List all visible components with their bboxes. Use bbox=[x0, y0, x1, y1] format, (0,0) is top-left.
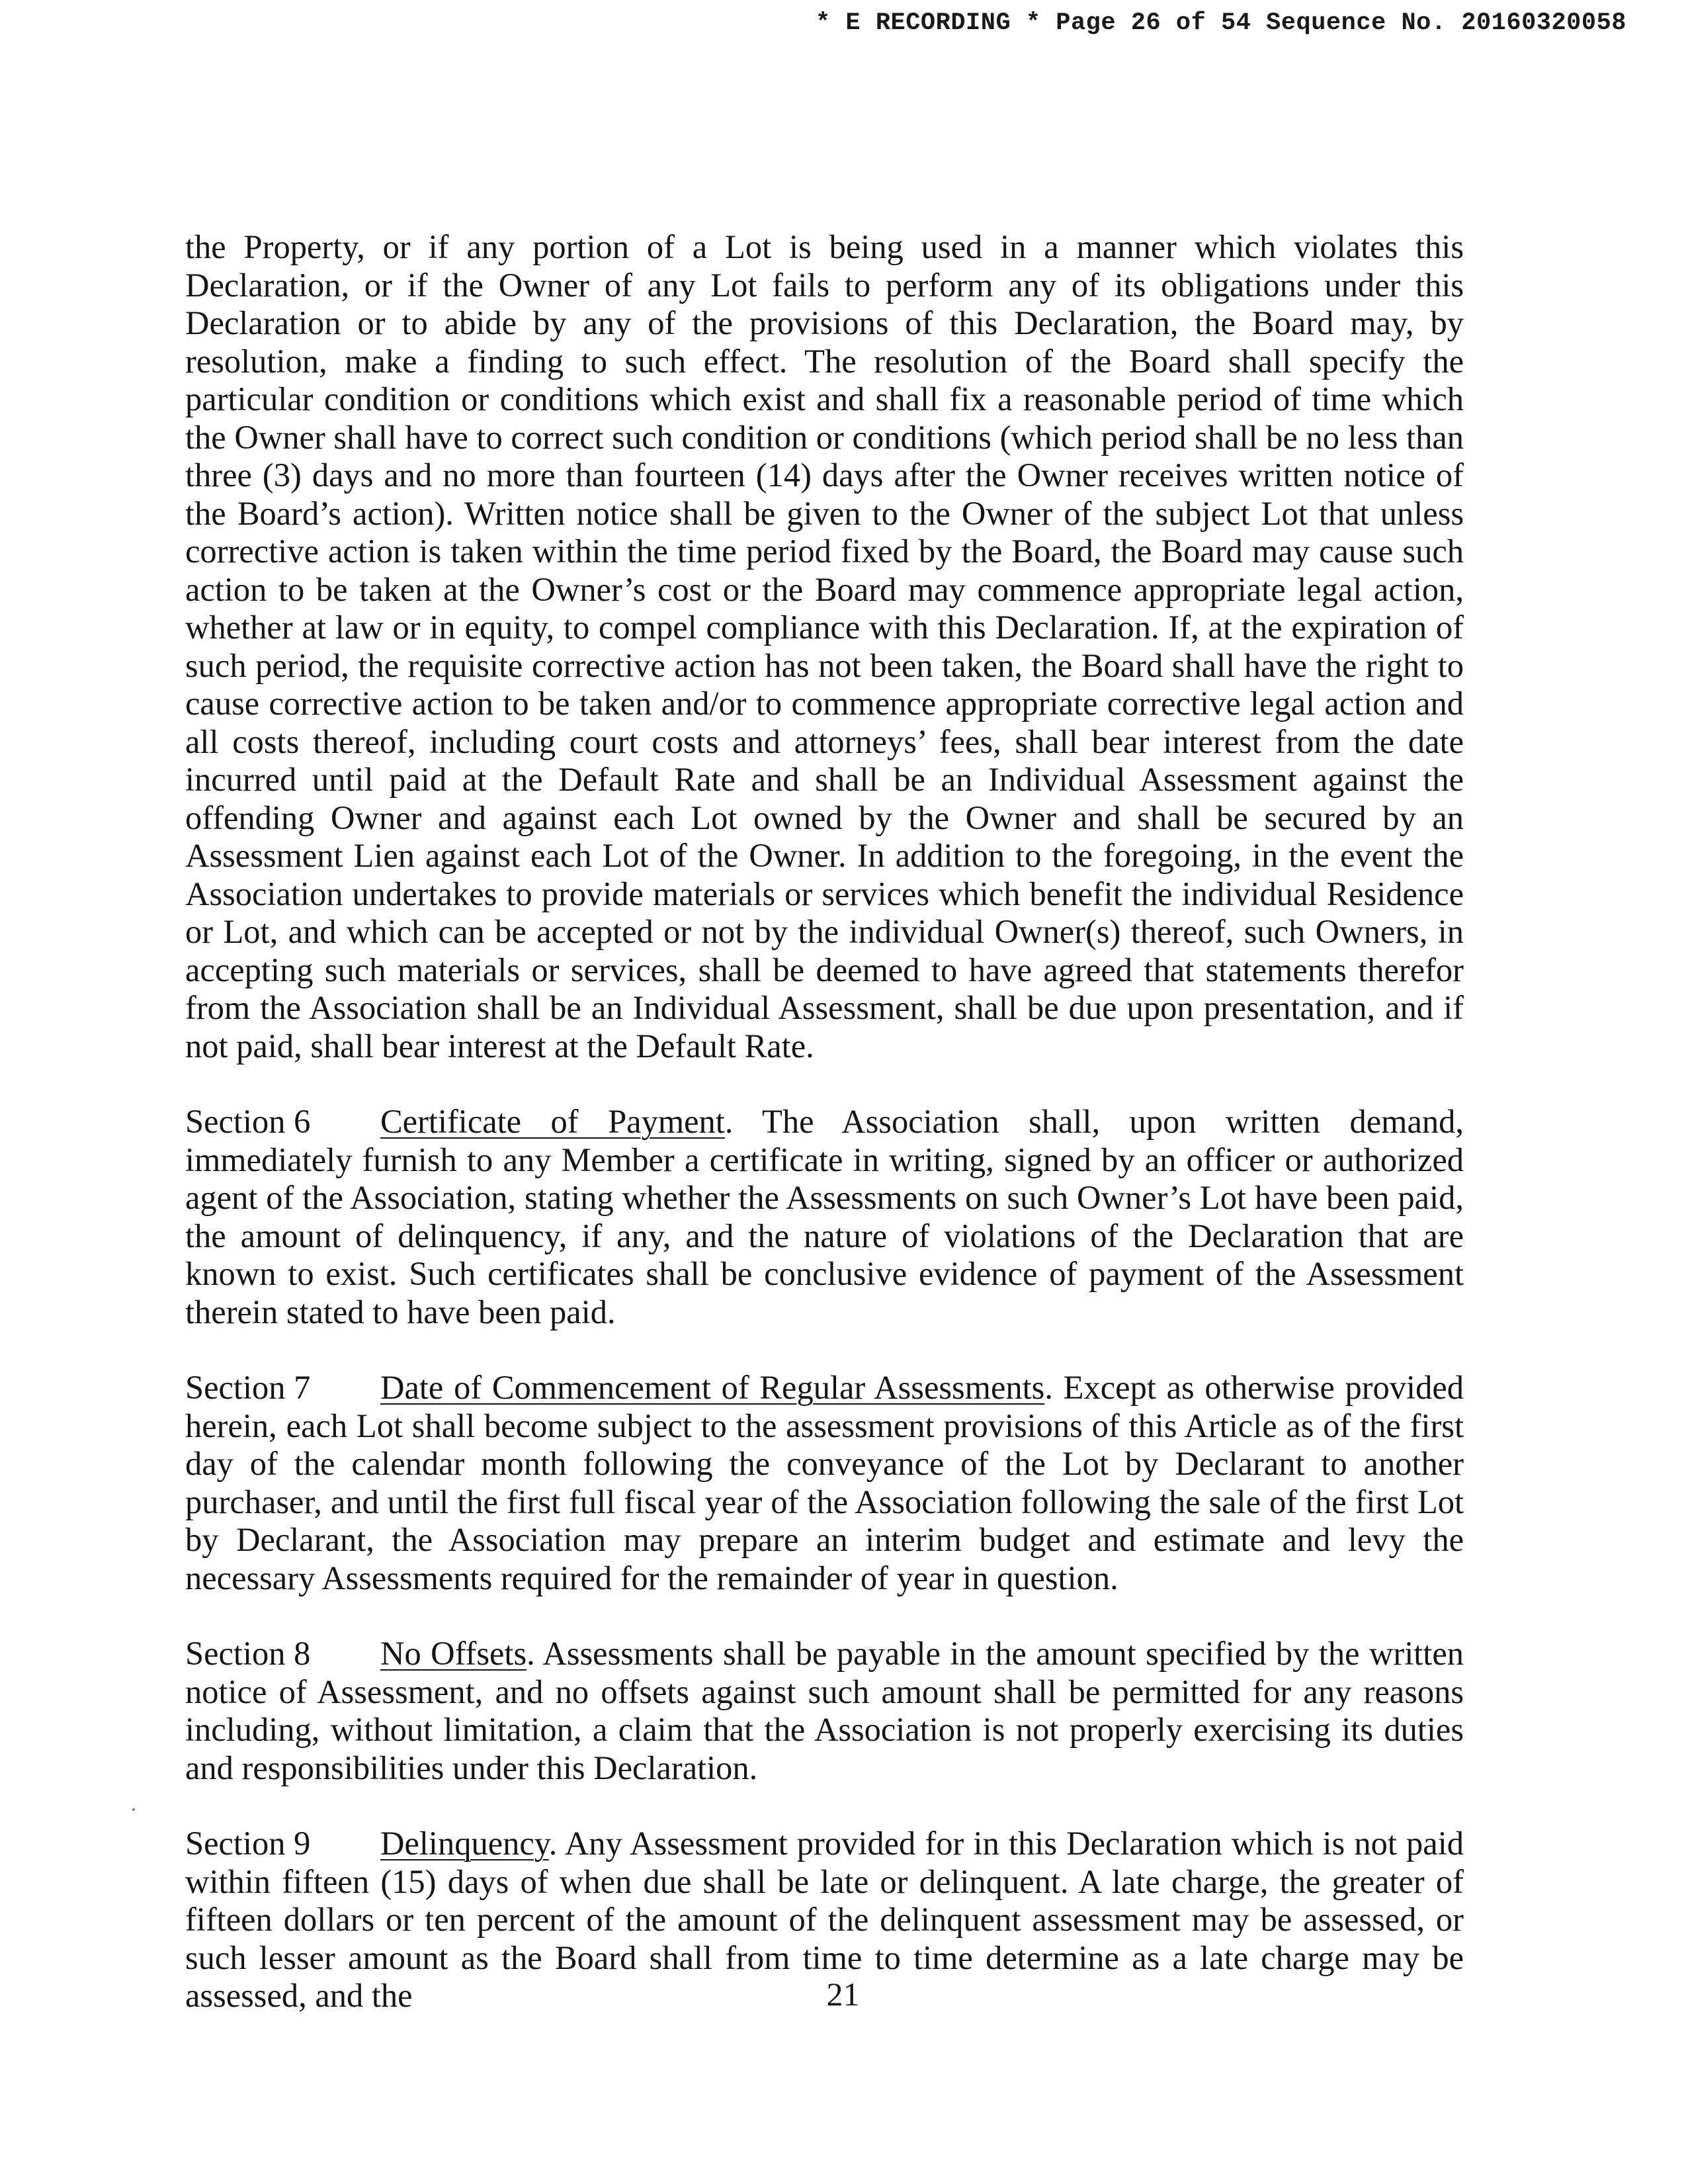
section-text: . Any Assessment provided for in this Declaration which is not paid within fifteen (15) days of when due shall be late or delinquent. A late charge, the greater of fifteen dollars or ten percent of the amount of the delinquent assessment may be assessed, or such lesser amount as the Board shall from time to time determine as a late charge may be assessed, and the bbox=[185, 1825, 1464, 2014]
continuation-paragraph: the Property, or if any portion of a Lot is being used in a manner which violates this Declaration, or if the Owner of any Lot fails to perform any of its obligations under this Declaration or to abide by any of the provisions of this Declaration, the Board may, by resolution, make a finding to such effect. The resolution of the Board shall specify the particular condition or conditions which exist and shall fix a reasonable period of time which the Owner shall have to correct such condition or conditions (which period shall be no less than three (3) days and no more than fourteen (14) days after the Owner receives written notice of the Board’s action). Written notice shall be given to the Owner of the subject Lot that unless corrective action is taken within the time period fixed by the Board, the Board may cause such action to be taken at the Owner’s cost or the Board may commence appropriate legal action, whether at law or in equity, to compel compliance with this Declaration. If, at the expiration of such period, the requisite corrective action has not been taken, the Board shall have the right to cause corrective action to be taken and/or to commence appropriate corrective legal action and all costs thereof, including court costs and attorneys’ fees, shall bear interest from the date incurred until paid at the Default Rate and shall be an Individual Assessment against the offending Owner and against each Lot owned by the Owner and shall be secured by an Assessment Lien against each Lot of the Owner. In addition to the foregoing, in the event the Association undertakes to provide materials or services which benefit the individual Residence or Lot, and which can be accepted or not by the individual Owner(s) thereof, such Owners, in accepting such materials or services, shall be deemed to have agreed that statements therefor from the Association shall be an Individual Assessment, shall be due upon presentation, and if not paid, shall bear interest at the Default Rate. bbox=[185, 228, 1464, 1065]
section-title: Certificate of Payment bbox=[380, 1103, 725, 1140]
page-number: 21 bbox=[826, 1976, 860, 2013]
section-title: No Offsets bbox=[380, 1635, 527, 1672]
section-text: . Except as otherwise provided herein, each Lot shall become subject to the assessment provisions of this Article as of the first day of the calendar month following the conveyance of the Lot by Declarant to another purchaser, and until the first full fiscal year of the Association following the sale of the first Lot by Declarant, the Association may prepare an interim budget and estimate and levy the necessary Assessments required for the remainder of year in question. bbox=[185, 1369, 1464, 1596]
section-number: Section 8 bbox=[185, 1635, 311, 1672]
section-text: . Assessments shall be payable in the amount specified by the written notice of Assessment, and no offsets against such amount shall be permitted for any reasons including, without limitation, a claim that the Association is not properly exercising its duties and responsibilities under this Declaration. bbox=[185, 1635, 1464, 1786]
section-text: . The Association shall, upon written demand, immediately furnish to any Member a certificate in writing, signed by an officer or authorized agent of the Association, stating whether the Assessments on such Owner’s Lot have been paid, the amount of delinquency, if any, and the nature of violations of the Declaration that are known to exist. Such certificates shall be conclusive evidence of payment of the Assessment therein stated to have been paid. bbox=[185, 1103, 1464, 1331]
section-7-paragraph bbox=[185, 1369, 1464, 1597]
section-title: Delinquency bbox=[380, 1825, 549, 1862]
margin-mark bbox=[132, 1808, 135, 1811]
section-number: Section 9 bbox=[185, 1825, 311, 1862]
section-number: Section 7 bbox=[185, 1369, 311, 1406]
section-title: Date of Commencement of Regular Assessments bbox=[380, 1369, 1045, 1406]
section-8-paragraph bbox=[185, 1635, 1464, 1787]
section-number: Section 6 bbox=[185, 1103, 311, 1140]
document-body bbox=[185, 228, 1464, 2053]
section-6-paragraph bbox=[185, 1103, 1464, 1331]
recording-stamp: * E RECORDING * Page 26 of 54 Sequence No. 20160320058 bbox=[816, 9, 1626, 37]
